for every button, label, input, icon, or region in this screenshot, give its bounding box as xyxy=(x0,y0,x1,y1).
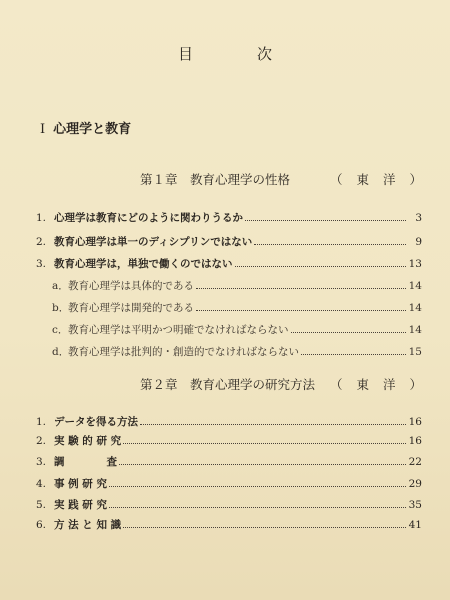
toc-subentry xyxy=(52,278,422,292)
entry-number: c． xyxy=(52,324,69,336)
entry-page: 16 xyxy=(408,435,422,447)
leader-dots xyxy=(119,463,406,465)
entry-title: 教育心理学は具体的である xyxy=(68,280,194,292)
entry-title: 教育心理学は開発的である xyxy=(68,302,194,314)
leader-dots xyxy=(196,287,406,289)
entry-page: 15 xyxy=(408,346,422,358)
entry-number: 1. xyxy=(36,212,47,224)
toc-entry xyxy=(36,234,422,248)
entry-title: 心理学は教育にどのように関わりうるか xyxy=(54,212,243,224)
leader-dots xyxy=(245,219,406,221)
entry-title: 実 験 的 研 究 xyxy=(54,435,122,447)
toc-entry xyxy=(36,517,422,531)
entry-number: 5. xyxy=(36,499,47,511)
entry-page: 3 xyxy=(415,212,422,224)
entry-title: 教育心理学は平明かつ明確でなければならない xyxy=(68,324,289,336)
toc-subentry xyxy=(52,344,422,358)
entry-number: 3. xyxy=(36,456,47,468)
entry-page: 29 xyxy=(408,478,422,490)
leader-dots xyxy=(140,423,406,425)
entry-title: 教育心理学は批判的・創造的でなければならない xyxy=(68,346,299,358)
entry-page: 14 xyxy=(408,324,422,336)
entry-page: 16 xyxy=(408,416,422,428)
entry-page: 35 xyxy=(408,499,422,511)
toc-entry xyxy=(36,476,422,490)
entry-page: 9 xyxy=(415,236,422,248)
entry-page: 22 xyxy=(408,456,422,468)
entry-page: 14 xyxy=(408,302,422,314)
page-title: 目次 xyxy=(177,45,336,63)
entry-number: 2. xyxy=(36,435,47,447)
toc-entry xyxy=(36,497,422,511)
chapter-author: （東洋） xyxy=(329,377,436,392)
leader-dots xyxy=(109,506,406,508)
toc-entry xyxy=(36,256,422,270)
part-title: 心理学と教育 xyxy=(53,122,132,137)
toc-entry xyxy=(36,433,422,447)
leader-dots xyxy=(109,485,406,487)
entry-number: b． xyxy=(52,302,70,314)
entry-title: 事 例 研 究 xyxy=(54,478,107,490)
entry-number: d． xyxy=(52,346,70,358)
entry-title: 調 査 xyxy=(54,456,117,468)
entry-title: 教育心理学は単一のディシプリンではない xyxy=(54,236,253,248)
toc-entry xyxy=(36,414,422,428)
part-number: I xyxy=(40,122,46,137)
toc-entry xyxy=(36,210,422,224)
leader-dots xyxy=(291,331,407,333)
entry-number: 1. xyxy=(36,416,47,428)
entry-title: 方 法 と 知 識 xyxy=(54,519,122,531)
toc-subentry xyxy=(52,300,422,314)
entry-page: 41 xyxy=(408,519,422,531)
entry-number: 4. xyxy=(36,478,47,490)
leader-dots xyxy=(123,526,406,528)
entry-number: a． xyxy=(52,280,69,292)
entry-number: 2. xyxy=(36,236,47,248)
chapter-title: 第２章 教育心理学の研究方法 xyxy=(140,377,316,392)
toc-entry xyxy=(36,454,422,468)
entry-number: 3. xyxy=(36,258,47,270)
part-heading xyxy=(40,118,131,137)
leader-dots xyxy=(301,353,406,355)
chapter-heading xyxy=(140,375,436,393)
chapter-heading xyxy=(140,170,436,188)
chapter-title: 第１章 教育心理学の性格 xyxy=(140,172,291,187)
leader-dots xyxy=(235,265,407,267)
chapter-author: （東洋） xyxy=(329,172,436,187)
entry-page: 13 xyxy=(408,258,422,270)
entry-title: 実 践 研 究 xyxy=(54,499,107,511)
toc-subentry xyxy=(52,322,422,336)
leader-dots xyxy=(254,243,406,245)
entry-title: データを得る方法 xyxy=(54,416,138,428)
entry-page: 14 xyxy=(408,280,422,292)
leader-dots xyxy=(196,309,406,311)
entry-title: 教育心理学は，単独で働くのではない xyxy=(54,258,233,270)
leader-dots xyxy=(123,442,406,444)
entry-number: 6. xyxy=(36,519,47,531)
